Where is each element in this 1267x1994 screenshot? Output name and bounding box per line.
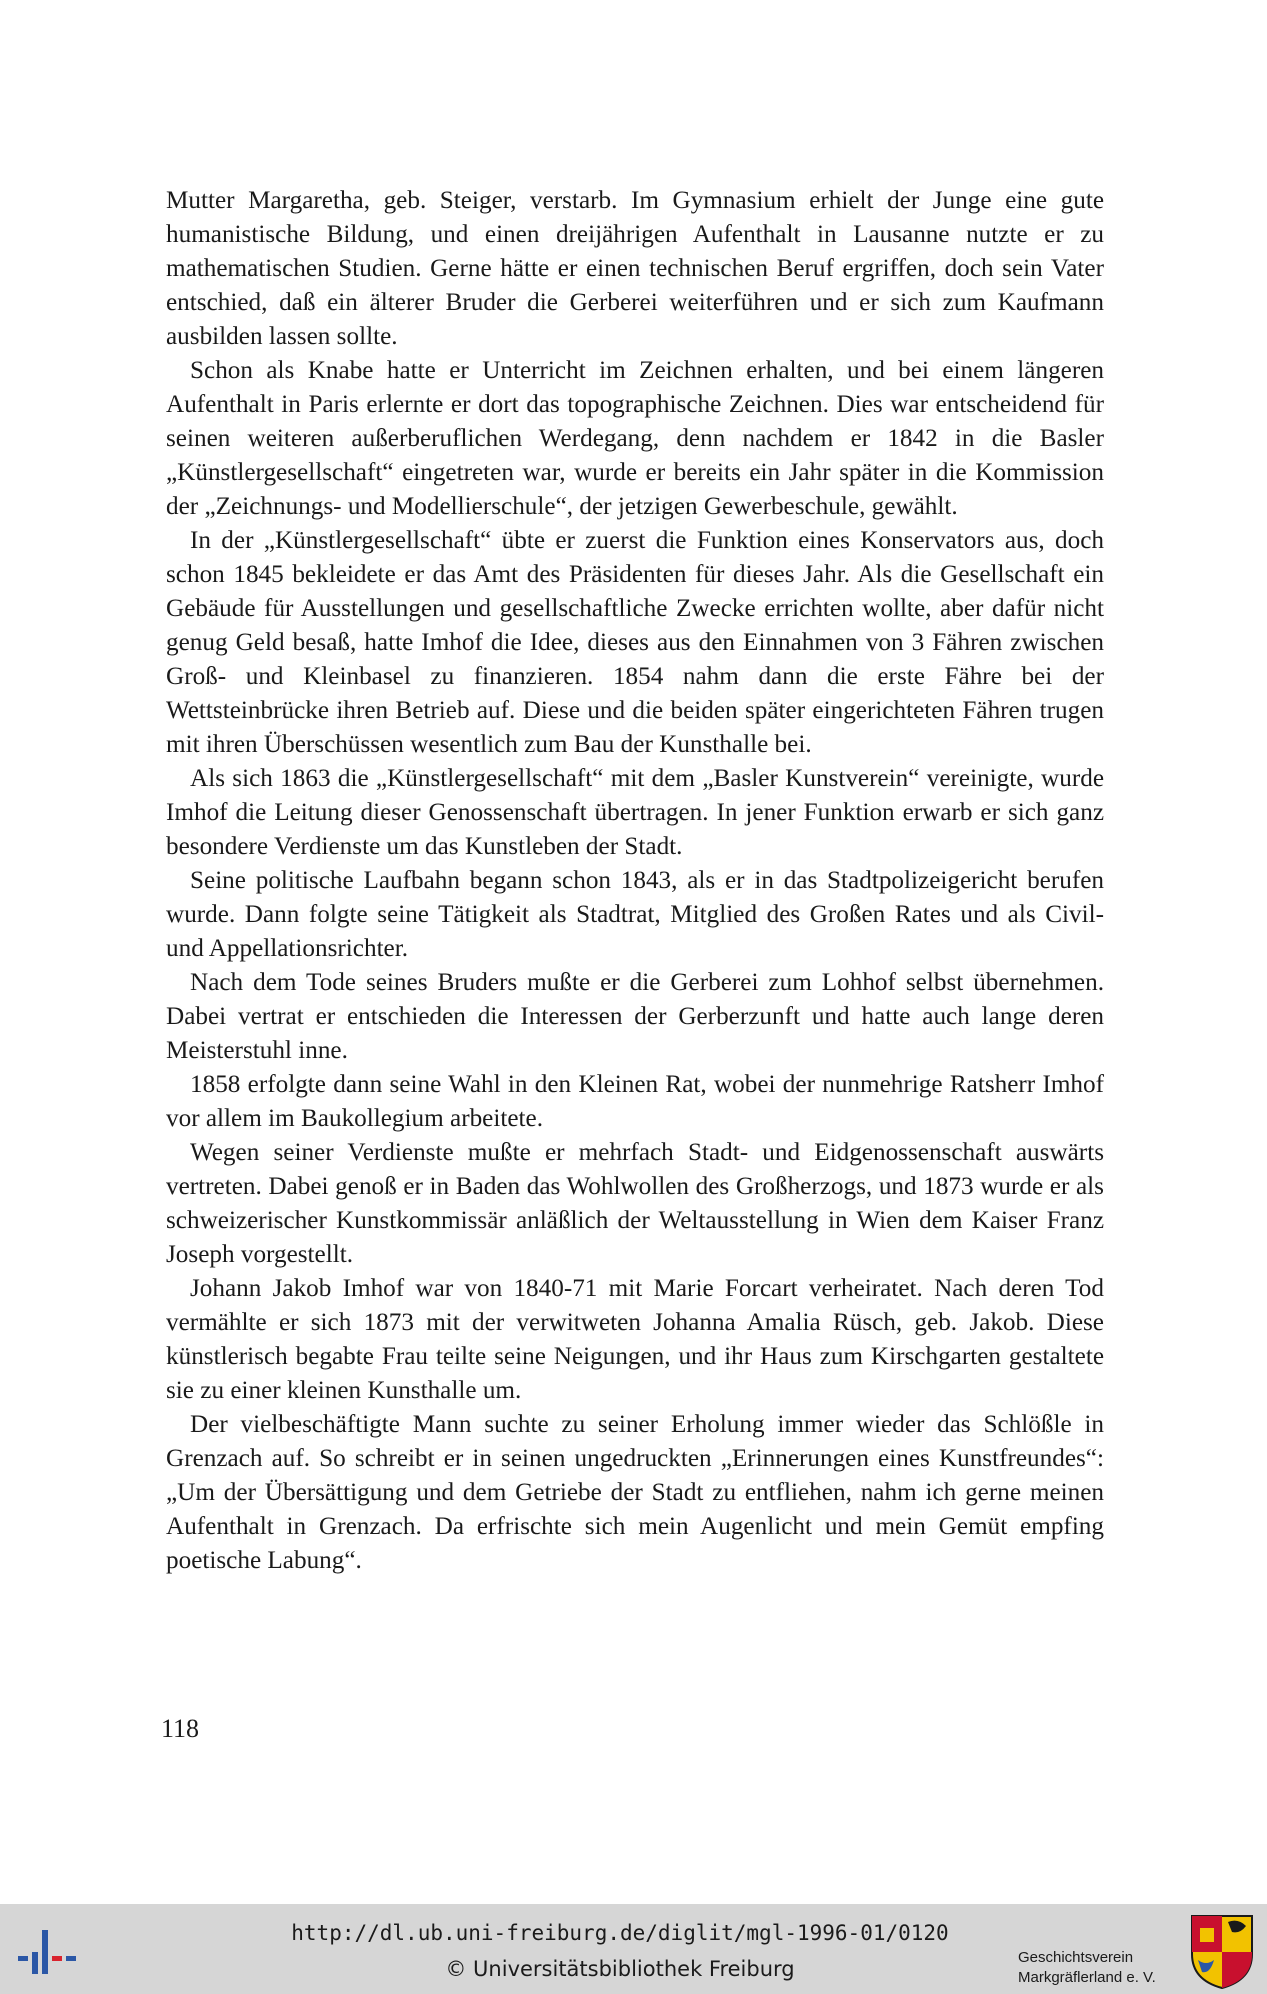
paragraph-8: Wegen seiner Verdienste mußte er mehrfach Stadt- und Eidgenossenschaft auswärts vertreten. Dabei genoß er in Baden das Wohlwollen des Großherzogs, und 1873 wurde er als schweizerischer Kunstkommissär anläßlich der Weltausstellung in Wien dem Kaiser Franz Joseph vorgestellt.: [166, 1139, 1104, 1268]
footer-copyright: © Universitätsbibliothek Freiburg: [445, 1957, 795, 1981]
footer-url-link[interactable]: http://dl.ub.uni-freiburg.de/diglit/mgl-1996-01/0120: [291, 1921, 949, 1945]
society-name-line-1: Geschichtsverein: [1018, 1949, 1134, 1966]
paragraph-7: 1858 erfolgte dann seine Wahl in den Kleinen Rat, wobei der nunmehrige Ratsherr Imhof vor allem im Baukollegium arbeitete.: [166, 1071, 1104, 1132]
footer-bar: [0, 1904, 1267, 1994]
paragraph-3: In der „Künstlergesellschaft“ übte er zuerst die Funktion eines Konservators aus, doch schon 1845 bekleidete er das Amt des Präsidenten für dieses Jahr. Als die Gesellschaft ein Gebäude für Ausstellungen und gesellschaftliche Zwecke errichten wollte, aber dafür nicht genug Geld besaß, hatte Imhof die Idee, dieses aus den Einnahmen von 3 Fähren zwischen Groß- und Kleinbasel zu finanzieren. 1854 nahm dann die erste Fähre bei der Wettsteinbrücke ihren Betrieb auf. Diese und die beiden später eingerichteten Fähren trugen mit ihren Überschüssen wesentlich zum Bau der Kunsthalle bei.: [166, 527, 1104, 758]
paragraph-5: Seine politische Laufbahn begann schon 1843, als er in das Stadtpolizeigericht berufen wurde. Dann folgte seine Tätigkeit als Stadtrat, Mitglied des Großen Rates und als Civil- und Appellationsrichter.: [166, 867, 1104, 962]
paragraph-10: Der vielbeschäftigte Mann suchte zu seiner Erholung immer wieder das Schlößle in Grenzach auf. So schreibt er in seinen ungedruckten „Erinnerungen eines Kunstfreundes“: „Um der Übersättigung und dem Getriebe der Stadt zu entfliehen, nahm ich gerne meinen Aufenthalt in Grenzach. Da erfrischte sich mein Augenlicht und mein Gemüt empfing poetische Labung“.: [166, 1411, 1104, 1574]
paragraph-2: Schon als Knabe hatte er Unterricht im Zeichnen erhalten, und bei einem längeren Aufenthalt in Paris erlernte er dort das topographische Zeichnen. Dies war entscheidend für seinen weiteren außerberuflichen Werdegang, denn nachdem er 1842 in die Basler „Künstlergesellschaft“ eingetreten war, wurde er bereits ein Jahr später in die Kommission der „Zeichnungs- und Modellierschule“, der jetzigen Gewerbeschule, gewählt.: [166, 357, 1104, 520]
paragraph-9: Johann Jakob Imhof war von 1840-71 mit Marie Forcart verheiratet. Nach deren Tod vermählte er sich 1873 mit der verwitweten Johanna Amalia Rüsch, geb. Jakob. Diese künstlerisch begabte Frau teilte seine Neigungen, und ihr Haus zum Kirschgarten gestaltete sie zu einer kleinen Kunsthalle um.: [166, 1275, 1104, 1404]
paragraph-4: Als sich 1863 die „Künstlergesellschaft“ mit dem „Basler Kunstverein“ vereinigte, wurde Imhof die Leitung dieser Genossenschaft übertragen. In jener Funktion erwarb er sich ganz besondere Verdienste um das Kunstleben der Stadt.: [166, 765, 1104, 860]
society-name-line-2: Markgräflerland e. V.: [1018, 1969, 1156, 1986]
page-number: 118: [161, 1714, 200, 1743]
coat-of-arms-icon: [1190, 1914, 1254, 1990]
society-name: [1018, 1948, 1156, 1988]
university-library-logo-icon: [16, 1926, 80, 1978]
paragraph-1: Mutter Margaretha, geb. Steiger, verstarb. Im Gymnasium erhielt der Junge eine gute humanistische Bildung, und einen dreijährigen Aufenthalt in Lausanne nutzte er zu mathematischen Studien. Gerne hätte er einen technischen Beruf ergriffen, doch sein Vater entschied, daß ein älterer Bruder die Gerberei weiterführen und er sich zum Kaufmann ausbilden lassen sollte.: [166, 187, 1104, 350]
paragraph-6: Nach dem Tode seines Bruders mußte er die Gerberei zum Lohhof selbst übernehmen. Dabei vertrat er entschieden die Interessen der Gerberzunft und hatte auch lange deren Meisterstuhl inne.: [166, 969, 1104, 1064]
page-body: [166, 184, 1104, 1578]
